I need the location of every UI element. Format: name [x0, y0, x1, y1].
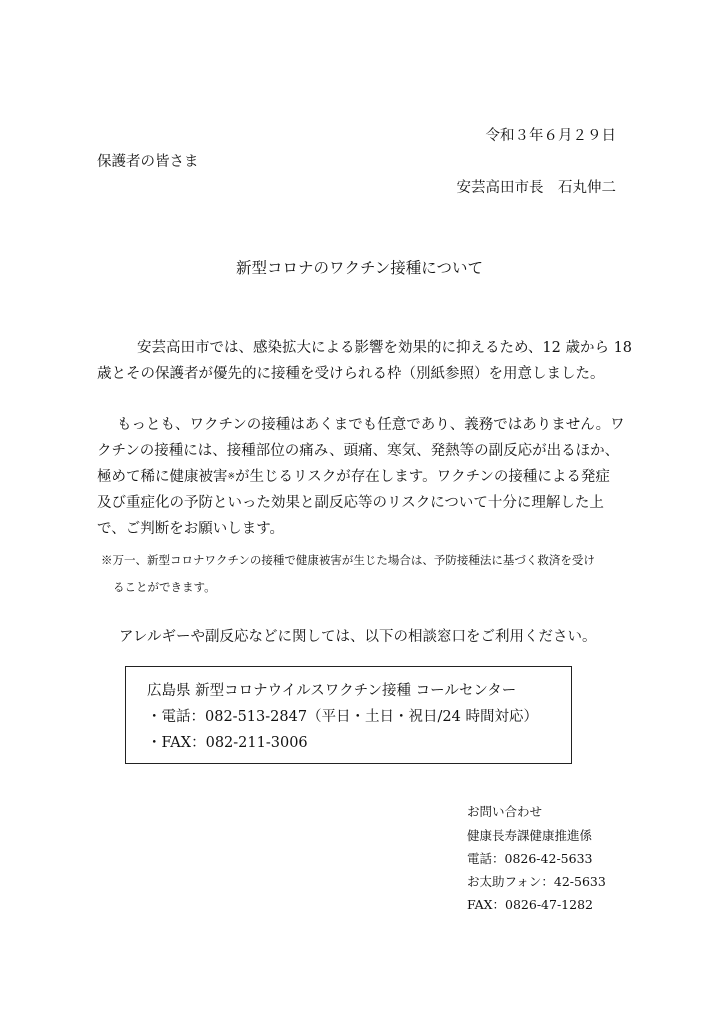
contact-fax: FAX：0826-47-1282: [467, 897, 593, 912]
consultation-intro: アレルギーや副反応などに関しては、以下の相談窓口をご利用ください。: [119, 629, 597, 645]
document-title: 新型コロナのワクチン接種について: [236, 259, 483, 277]
call-center-phone: ・電話：082-513-2847（平日・土日・祝日/24 時間対応）: [147, 709, 538, 725]
paragraph-2-line: で、ご判断をお願いします。: [97, 521, 285, 537]
paragraph-2-line: [97, 470, 610, 485]
paragraph-1-line: 歳とその保護者が優先的に接種を受けられる枠（別紙参照）を用意しました。: [97, 366, 605, 382]
text-segment: が生じるリスクが存在します。ワクチンの接種による発症: [235, 469, 610, 485]
paragraph-2-line: クチンの接種には、接種部位の痛み、頭痛、寒気、発熱等の副反応が出るほか、: [97, 443, 620, 459]
footnote-line: ることができます。: [113, 580, 216, 594]
sender: 安芸高田市長 石丸伸二: [456, 180, 616, 196]
contact-department: 健康長寿課健康推進係: [467, 828, 593, 843]
paragraph-2-line: 及び重症化の予防といった効果と副反応等のリスクについて十分に理解した上: [97, 495, 604, 511]
call-center-fax: ・FAX：082-211-3006: [147, 735, 308, 751]
footnote-line: ※万一、新型コロナワクチンの接種で健康被害が生じた場合は、予防接種法に基づく救済を受け: [101, 553, 595, 567]
note-reference-mark: ※: [227, 472, 236, 482]
contact-otasuke-phone: お太助フォン：42-5633: [467, 874, 606, 889]
call-center-name: 広島県 新型コロナウイルスワクチン接種 コールセンター: [147, 683, 517, 699]
addressee: 保護者の皆さま: [97, 154, 199, 170]
paragraph-1-line: 安芸高田市では、感染拡大による影響を効果的に抑えるため、12 歳から 18: [137, 340, 633, 356]
contact-heading: お問い合わせ: [467, 804, 543, 819]
paragraph-2-line: もっとも、ワクチンの接種はあくまでも任意であり、義務ではありません。ワ: [117, 417, 625, 433]
document-date: 令和３年６月２９日: [485, 128, 616, 144]
contact-phone: 電話：0826-42-5633: [467, 851, 593, 866]
text-segment: 極めて稀に健康被害: [97, 469, 228, 485]
